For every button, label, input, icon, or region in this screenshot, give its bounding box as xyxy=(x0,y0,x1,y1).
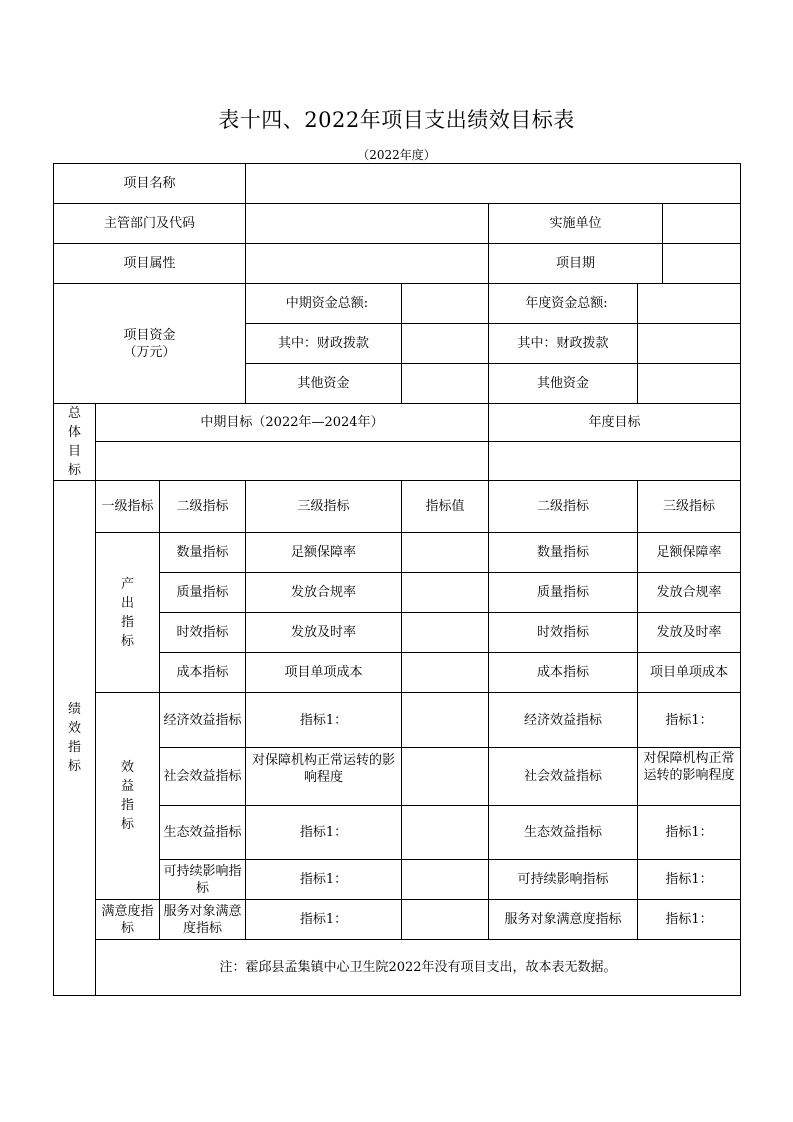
output-level2: 成本指标 xyxy=(160,653,246,693)
benefit-level2: 社会效益指标 xyxy=(160,748,246,806)
satisfaction-annual-level3: 指标1： xyxy=(638,900,741,940)
annual-fiscal-label: 其中：财政拨款 xyxy=(489,324,638,364)
benefit-value[interactable] xyxy=(402,748,489,806)
output-value[interactable] xyxy=(402,653,489,693)
performance-indicator-label: 绩效指标 xyxy=(54,481,96,996)
table-row xyxy=(54,533,741,573)
output-level2: 时效指标 xyxy=(160,613,246,653)
mid-other-label: 其他资金 xyxy=(246,364,402,404)
page-title: 表十四、2022年项目支出绩效目标表 xyxy=(218,108,575,132)
output-annual-level3: 项目单项成本 xyxy=(638,653,741,693)
satisfaction-annual-level2: 服务对象满意度指标 xyxy=(489,900,638,940)
output-level3: 发放及时率 xyxy=(246,613,402,653)
mid-total-label: 中期资金总额: xyxy=(246,284,402,324)
output-level3: 项目单项成本 xyxy=(246,653,402,693)
dept-code-label: 主管部门及代码 xyxy=(54,204,246,244)
dept-code-value[interactable] xyxy=(246,204,489,244)
performance-target-table xyxy=(53,163,741,996)
benefit-annual-level3: 指标1： xyxy=(638,860,741,900)
header-value: 指标值 xyxy=(402,481,489,533)
project-attr-label: 项目属性 xyxy=(54,244,246,284)
implementing-unit-value[interactable] xyxy=(663,204,741,244)
annual-total-value[interactable] xyxy=(638,284,741,324)
table-row xyxy=(54,481,741,533)
mid-target-header: 中期目标（2022年—2024年） xyxy=(96,404,489,442)
benefit-annual-level2: 经济效益指标 xyxy=(489,693,638,748)
implementing-unit-label: 实施单位 xyxy=(489,204,663,244)
table-row xyxy=(54,244,741,284)
benefit-annual-level3: 对保障机构正常运转的影响程度 xyxy=(638,748,741,806)
benefit-level2: 经济效益指标 xyxy=(160,693,246,748)
benefit-indicator-label: 效益指标 xyxy=(96,693,160,900)
annual-target-header: 年度目标 xyxy=(489,404,741,442)
project-period-value[interactable] xyxy=(663,244,741,284)
satisfaction-level2: 服务对象满意度指标 xyxy=(160,900,246,940)
funds-label-line2: （万元） xyxy=(123,344,176,360)
fiscal-year: （2022年度） xyxy=(357,148,436,162)
overall-target-label: 总体目标 xyxy=(54,404,96,481)
benefit-annual-level3: 指标1： xyxy=(638,693,741,748)
satisfaction-value[interactable] xyxy=(402,900,489,940)
output-annual-level2: 数量指标 xyxy=(489,533,638,573)
benefit-annual-level2: 可持续影响指标 xyxy=(489,860,638,900)
header-level3: 三级指标 xyxy=(246,481,402,533)
table-row xyxy=(54,900,741,940)
benefit-level3: 指标1： xyxy=(246,806,402,860)
table-row xyxy=(54,940,741,996)
output-annual-level2: 时效指标 xyxy=(489,613,638,653)
benefit-annual-level3: 指标1： xyxy=(638,806,741,860)
output-level2: 数量指标 xyxy=(160,533,246,573)
project-name-label: 项目名称 xyxy=(54,164,246,204)
annual-fiscal-value[interactable] xyxy=(638,324,741,364)
table-row xyxy=(54,404,741,442)
output-annual-level3: 发放合规率 xyxy=(638,573,741,613)
output-indicator-label: 产出指标 xyxy=(96,533,160,693)
benefit-level3: 指标1： xyxy=(246,860,402,900)
output-value[interactable] xyxy=(402,613,489,653)
output-annual-level2: 成本指标 xyxy=(489,653,638,693)
project-funds-label xyxy=(54,284,246,404)
output-value[interactable] xyxy=(402,573,489,613)
output-level3: 足额保障率 xyxy=(246,533,402,573)
satisfaction-level3: 指标1： xyxy=(246,900,402,940)
mid-target-value[interactable] xyxy=(96,442,489,481)
benefit-value[interactable] xyxy=(402,860,489,900)
mid-other-value[interactable] xyxy=(402,364,489,404)
mid-total-value[interactable] xyxy=(402,284,489,324)
benefit-value[interactable] xyxy=(402,693,489,748)
header-level1: 一级指标 xyxy=(96,481,160,533)
note-text: 注：霍邱县孟集镇中心卫生院2022年没有项目支出，故本表无数据。 xyxy=(96,940,741,996)
output-annual-level2: 质量指标 xyxy=(489,573,638,613)
project-attr-value[interactable] xyxy=(246,244,489,284)
mid-fiscal-label: 其中：财政拨款 xyxy=(246,324,402,364)
table-row xyxy=(54,164,741,204)
output-annual-level3: 发放及时率 xyxy=(638,613,741,653)
table-row xyxy=(54,442,741,481)
benefit-value[interactable] xyxy=(402,806,489,860)
benefit-level2: 可持续影响指标 xyxy=(160,860,246,900)
funds-label-line1: 项目资金 xyxy=(123,327,176,343)
benefit-annual-level2: 社会效益指标 xyxy=(489,748,638,806)
annual-other-value[interactable] xyxy=(638,364,741,404)
benefit-level3: 对保障机构正常运转的影响程度 xyxy=(246,748,402,806)
header-annual-level3: 三级指标 xyxy=(638,481,741,533)
output-level2: 质量指标 xyxy=(160,573,246,613)
table-row xyxy=(54,693,741,748)
table-row xyxy=(54,204,741,244)
satisfaction-indicator-label: 满意度指标 xyxy=(96,900,160,940)
output-value[interactable] xyxy=(402,533,489,573)
annual-target-value[interactable] xyxy=(489,442,741,481)
benefit-level3: 指标1： xyxy=(246,693,402,748)
header-annual-level2: 二级指标 xyxy=(489,481,638,533)
project-name-value[interactable] xyxy=(246,164,741,204)
benefit-annual-level2: 生态效益指标 xyxy=(489,806,638,860)
benefit-level2: 生态效益指标 xyxy=(160,806,246,860)
project-period-label: 项目期 xyxy=(489,244,663,284)
header-level2: 二级指标 xyxy=(160,481,246,533)
output-level3: 发放合规率 xyxy=(246,573,402,613)
annual-other-label: 其他资金 xyxy=(489,364,638,404)
mid-fiscal-value[interactable] xyxy=(402,324,489,364)
table-row xyxy=(54,284,741,324)
output-annual-level3: 足额保障率 xyxy=(638,533,741,573)
annual-total-label: 年度资金总额: xyxy=(489,284,638,324)
